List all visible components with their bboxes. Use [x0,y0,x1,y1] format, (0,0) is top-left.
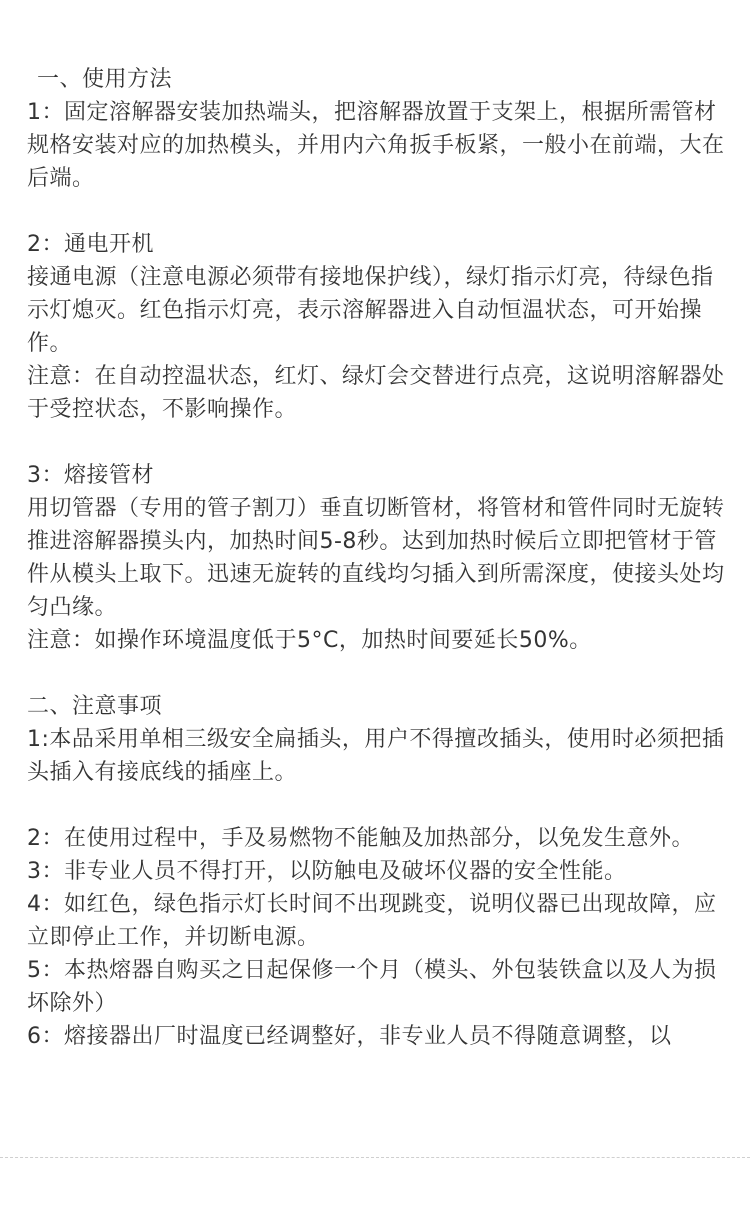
page-divider [0,1157,750,1158]
step-3-title: 3：熔接管材 [27,463,154,488]
step-3-note: 注意：如操作环境温度低于5°C，加热时间要延长50%。 [27,628,592,653]
instruction-document [27,63,727,1053]
step-1-text: 1：固定溶解器安装加热端头，把溶解器放置于支架上，根据所需管材规格安装对应的加热模头，并用内六角扳手板紧，一般小在前端，大在后端。 [27,100,725,191]
note-4: 4：如红色，绿色指示灯长时间不出现跳变，说明仪器已出现故障，应立即停止工作，并切断电源。 [27,892,717,950]
paragraph-gap [27,657,727,690]
paragraph-gap [27,426,727,459]
paragraph-gap [27,789,727,822]
paragraph-gap [27,195,727,228]
note-1: 1:本品采用单相三级安全扁插头，用户不得擅改插头，使用时必须把插头插入有接底线的插座上。 [27,727,725,785]
section-title-notes: 二、注意事项 [27,694,163,719]
step-2-title: 2：通电开机 [27,232,154,257]
step-3-text: 用切管器（专用的管子割刀）垂直切断管材，将管材和管件同时无旋转推进溶解器摸头内，加热时间5-8秒。达到加热时候后立即把管材于管件从模头上取下。迅速无旋转的直线均匀插入到所需深度，使接头处均匀凸缘。 [27,496,725,620]
note-5: 5：本热熔器自购买之日起保修一个月（模头、外包装铁盒以及人为损坏除外） [27,958,717,1016]
section-title-usage: 一、使用方法 [37,67,173,92]
note-3: 3：非专业人员不得打开，以防触电及破坏仪器的安全性能。 [27,859,627,884]
step-2-text: 接通电源（注意电源必须带有接地保护线），绿灯指示灯亮，待绿色指示灯熄灭。红色指示灯亮，表示溶解器进入自动恒温状态，可开始操作。 [27,265,714,356]
note-2: 2：在使用过程中，手及易燃物不能触及加热部分，以免发生意外。 [27,826,694,851]
step-2-note: 注意：在自动控温状态，红灯、绿灯会交替进行点亮，这说明溶解器处于受控状态，不影响操作。 [27,364,725,422]
note-6: 6：熔接器出厂时温度已经调整好，非专业人员不得随意调整，以 [27,1024,672,1049]
